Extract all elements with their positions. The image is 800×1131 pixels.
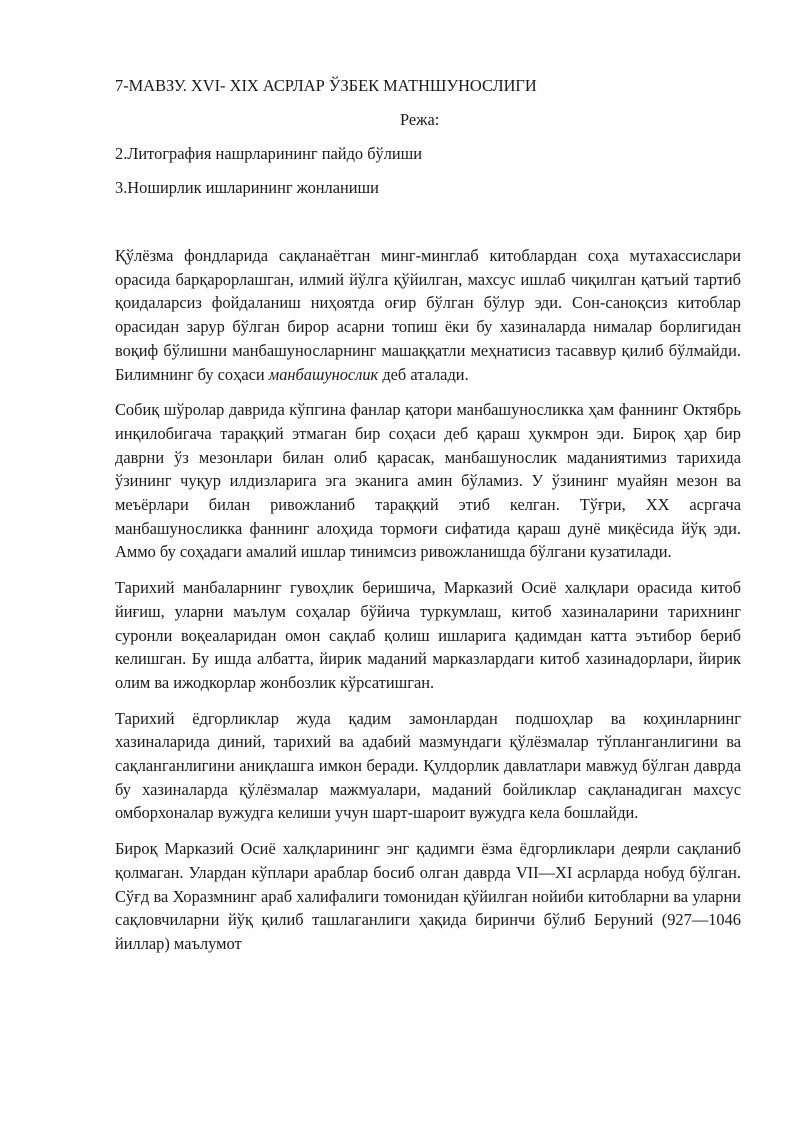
paragraph-5: Бироқ Марказий Осиё халқларининг энг қадимги ёзма ёдгорликлари деярли сақланиб қолмаган. Улардан кўплари араблар босиб олган даврда VII—XI асрларда нобуд бўлган. Сўғд ва Хоразмнинг араб халифалиги томонидан қўйилган нойиби китобларни ва уларни сақловчиларни йўқ қилиб ташлаганлиги ҳақида биринчи бўлиб Беруний (927—1046 йиллар) маълумот	[115, 839, 741, 953]
paragraph-3: Тарихий манбаларнинг гувоҳлик беришича, Марказий Осиё халқлари орасида китоб йиғиш, уларни маълум соҳалар бўйича туркумлаш, китоб хазиналарини тарихнинг суронли воқеаларидан омон сақлаб қолиш ишларига қадимдан катта эътибор бериб келишган. Бу ишда албатта, йирик маданий марказлардаги китоб хазинадорлари, йирик олим ва ижодкорлар жонбозлик кўрсатишган.	[115, 578, 741, 692]
paragraph-1-ending: деб аталади.	[378, 364, 469, 384]
paragraph-2: Собиқ шўролар даврида кўпгина фанлар қатори манбашуносликка ҳам фаннинг Октябрь инқилобигача тараққий этмаган бир соҳаси деб қараш ҳукмрон эди. Бироқ ҳар бир даврни ўз мезонлари билан олиб қарасак, манбашунослик маданиятимиз тарихида ўзининг чуқур илдизларига эга эканига амин бўламиз. У ўзининг муайян мезон ва меъёрлари билан ривожланиб тараққий этиб келган. Тўғри, XX асргача манбашуносликка фаннинг алоҳида тормоғи сифатида қараш дунё миқёсида йўқ эди. Аммо бу соҳадаги амалий ишлар тинимсиз ривожланишда бўлгани кузатилади.	[115, 400, 741, 562]
document-title: 7-МАВЗУ. XVI- XIX АСРЛАР ЎЗБЕК МАТНШУНОСЛИГИ	[115, 76, 537, 95]
paragraph-1-text: Қўлёзма фондларида сақланаётган минг-минглаб китоблардан соҳа мутахассислари орасида барқарорлашган, илмий йўлга қўйилган, махсус ишлаб чиқилган қатъий тартиб қоидаларсиз фойдаланиш ниҳоятда оғир бўлган бўлур эди. Сон-саноқсиз китоблар орасидан зарур бўлган бирор асарни топиш ёки бу хазиналарда нималар борлигидан воқиф бўлишни манбашуносларнинг машаққатли меҳнатисиз тасаввур қилиб бўлмайди. Билимнинг бу соҳаси	[115, 246, 741, 384]
plan-item-3: 3.Ноширлик ишларининг жонланиши	[115, 178, 379, 197]
section-spacer	[115, 210, 741, 244]
paragraph-4: Тарихий ёдгорликлар жуда қадим замонлардан подшоҳлар ва коҳинларнинг хазиналарида диний, тарихий ва адабий мазмундаги қўлёзмалар тўпланганлигини ва сақланганлигини аниқлашга имкон беради. Қулдорлик давлатлари мавжуд бўлган даврда бу хазиналарда қўлёзмалар мажмуалари, маданий бойликлар сақланадиган махсус омборхоналар вужудга келиши учун шарт-шароит вужудга кела бошлайди.	[115, 708, 741, 823]
plan-label: Режа:	[400, 110, 440, 129]
plan-item-2: 2.Литография нашрларининг пайдо бўлиши	[115, 144, 423, 163]
paragraph-1	[115, 244, 741, 386]
paragraph-1-emphasis: манбашунослик	[268, 364, 379, 384]
document-page	[115, 74, 741, 968]
